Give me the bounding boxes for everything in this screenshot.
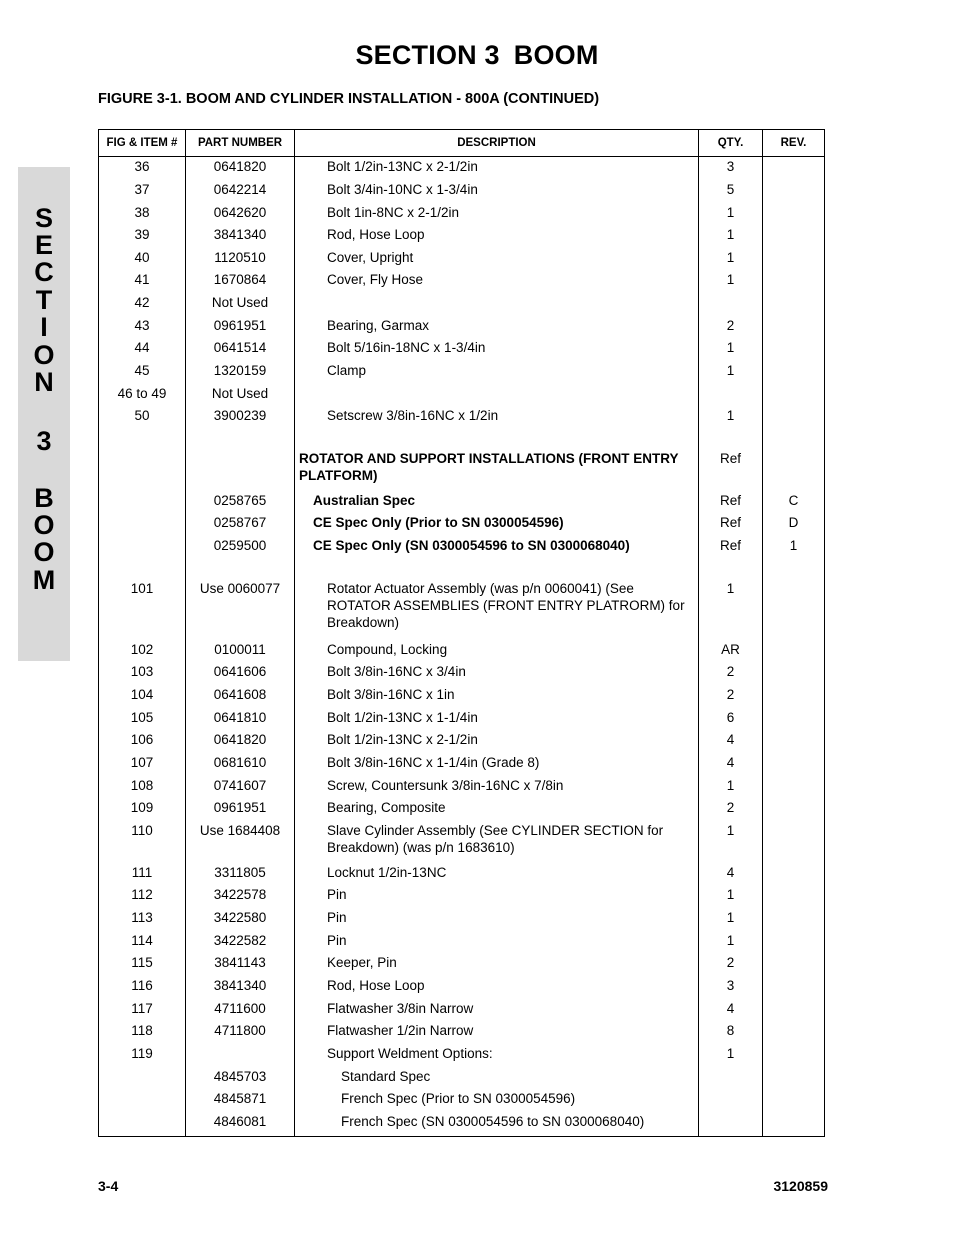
page-number: 3-4 <box>98 1178 119 1194</box>
table-row <box>99 407 825 430</box>
table-filler-row <box>99 1136 825 1137</box>
table-spacer-row <box>99 560 825 580</box>
rev-cell <box>763 385 825 408</box>
rev-cell <box>763 754 825 777</box>
qty-cell: Ref <box>699 492 763 515</box>
item-number-cell: 36 <box>99 157 186 181</box>
description-cell: Bolt 1in-8NC x 2-1/2in <box>295 204 699 227</box>
spacer-cell <box>699 560 763 580</box>
part-number-cell: 4846081 <box>186 1113 295 1136</box>
part-number-cell: 0259500 <box>186 537 295 560</box>
rev-cell <box>763 362 825 385</box>
item-number-cell: 46 to 49 <box>99 385 186 408</box>
table-row <box>99 864 825 887</box>
description-cell: CE Spec Only (Prior to SN 0300054596) <box>295 514 699 537</box>
qty-cell: 8 <box>699 1022 763 1045</box>
item-number-cell: 42 <box>99 294 186 317</box>
qty-cell: 2 <box>699 317 763 340</box>
side-tab-letter: E <box>34 230 53 260</box>
qty-cell: 6 <box>699 709 763 732</box>
rev-cell <box>763 864 825 887</box>
rev-cell: 1 <box>763 537 825 560</box>
rev-cell <box>763 580 825 641</box>
part-number-cell: 0641820 <box>186 731 295 754</box>
table-row <box>99 731 825 754</box>
qty-cell: AR <box>699 641 763 664</box>
part-number-cell: 0641608 <box>186 686 295 709</box>
part-number-cell: 3422582 <box>186 932 295 955</box>
table-row <box>99 663 825 686</box>
table-row <box>99 249 825 272</box>
description-cell: Flatwasher 3/8in Narrow <box>295 1000 699 1023</box>
spacer-cell <box>186 560 295 580</box>
rev-cell <box>763 1045 825 1068</box>
description-cell: Bearing, Garmax <box>295 317 699 340</box>
table-row <box>99 450 825 492</box>
item-number-cell: 41 <box>99 271 186 294</box>
qty-cell: 2 <box>699 686 763 709</box>
rev-cell <box>763 249 825 272</box>
item-number-cell: 44 <box>99 339 186 362</box>
rev-cell <box>763 1090 825 1113</box>
rev-cell <box>763 1000 825 1023</box>
description-cell <box>295 294 699 317</box>
spacer-cell <box>99 430 186 450</box>
description-cell: Pin <box>295 909 699 932</box>
header-description: DESCRIPTION <box>295 130 699 157</box>
qty-cell: 1 <box>699 271 763 294</box>
part-number-cell: 0641820 <box>186 157 295 181</box>
description-cell: Bolt 3/8in-16NC x 1in <box>295 686 699 709</box>
description-cell: Rotator Actuator Assembly (was p/n 0060041) (See ROTATOR ASSEMBLIES (FRONT ENTRY PLATRORM) for Breakdown) <box>295 580 699 641</box>
rev-cell <box>763 1022 825 1045</box>
part-number-cell: 0641514 <box>186 339 295 362</box>
table-row <box>99 709 825 732</box>
header-part-number: PART NUMBER <box>186 130 295 157</box>
part-number-cell: 1120510 <box>186 249 295 272</box>
rev-cell <box>763 977 825 1000</box>
rev-cell <box>763 663 825 686</box>
item-number-cell: 38 <box>99 204 186 227</box>
rev-cell <box>763 731 825 754</box>
item-number-cell <box>99 514 186 537</box>
rev-cell <box>763 181 825 204</box>
qty-cell: Ref <box>699 514 763 537</box>
rev-cell <box>763 157 825 181</box>
spacer-cell <box>186 430 295 450</box>
description-cell: Bolt 1/2in-13NC x 1-1/4in <box>295 709 699 732</box>
qty-cell <box>699 1090 763 1113</box>
section-title-name: BOOM <box>513 40 599 70</box>
part-number-cell: 3841340 <box>186 226 295 249</box>
qty-cell: 1 <box>699 407 763 430</box>
table-row <box>99 1068 825 1091</box>
qty-cell: 1 <box>699 822 763 864</box>
table-row <box>99 954 825 977</box>
qty-cell: 1 <box>699 249 763 272</box>
description-cell: Bolt 3/8in-16NC x 3/4in <box>295 663 699 686</box>
part-number-cell: Use 0060077 <box>186 580 295 641</box>
part-number-cell: 4711600 <box>186 1000 295 1023</box>
qty-cell: 1 <box>699 362 763 385</box>
item-number-cell: 39 <box>99 226 186 249</box>
table-row <box>99 204 825 227</box>
part-number-cell: 3422578 <box>186 886 295 909</box>
description-cell: Bolt 1/2in-13NC x 2-1/2in <box>295 157 699 181</box>
qty-cell: 2 <box>699 663 763 686</box>
qty-cell: 3 <box>699 157 763 181</box>
table-row <box>99 1022 825 1045</box>
item-number-cell: 118 <box>99 1022 186 1045</box>
qty-cell: 2 <box>699 954 763 977</box>
part-number-cell: 1670864 <box>186 271 295 294</box>
side-tab-letter: N <box>34 367 54 397</box>
part-number-cell: 4711800 <box>186 1022 295 1045</box>
item-number-cell: 40 <box>99 249 186 272</box>
table-row <box>99 977 825 1000</box>
description-cell: Pin <box>295 886 699 909</box>
item-number-cell: 110 <box>99 822 186 864</box>
rev-cell <box>763 204 825 227</box>
item-number-cell <box>99 1068 186 1091</box>
spacer-cell <box>295 560 699 580</box>
qty-cell: 4 <box>699 754 763 777</box>
spacer-cell <box>699 430 763 450</box>
item-number-cell: 117 <box>99 1000 186 1023</box>
qty-cell: 1 <box>699 909 763 932</box>
part-number-cell: 0641810 <box>186 709 295 732</box>
qty-cell: 1 <box>699 777 763 800</box>
part-number-cell: 4845703 <box>186 1068 295 1091</box>
spacer-cell <box>763 560 825 580</box>
rev-cell: C <box>763 492 825 515</box>
rev-cell <box>763 1113 825 1136</box>
item-number-cell: 109 <box>99 799 186 822</box>
table-row <box>99 1045 825 1068</box>
spacer-cell <box>295 430 699 450</box>
description-cell: Australian Spec <box>295 492 699 515</box>
description-cell: Rod, Hose Loop <box>295 977 699 1000</box>
item-number-cell: 102 <box>99 641 186 664</box>
part-number-cell: 0642620 <box>186 204 295 227</box>
qty-cell <box>699 1113 763 1136</box>
item-number-cell: 45 <box>99 362 186 385</box>
rev-cell <box>763 339 825 362</box>
description-cell: French Spec (Prior to SN 0300054596) <box>295 1090 699 1113</box>
description-cell: Slave Cylinder Assembly (See CYLINDER SECTION for Breakdown) (was p/n 1683610) <box>295 822 699 864</box>
item-number-cell: 43 <box>99 317 186 340</box>
description-cell: Cover, Fly Hose <box>295 271 699 294</box>
table-row <box>99 362 825 385</box>
part-number-cell: 0641606 <box>186 663 295 686</box>
table-row <box>99 157 825 181</box>
qty-cell: 4 <box>699 731 763 754</box>
item-number-cell: 105 <box>99 709 186 732</box>
qty-cell: 1 <box>699 580 763 641</box>
description-cell: Bolt 3/8in-16NC x 1-1/4in (Grade 8) <box>295 754 699 777</box>
part-number-cell: Not Used <box>186 294 295 317</box>
table-row <box>99 799 825 822</box>
item-number-cell: 113 <box>99 909 186 932</box>
side-tab-letter: I <box>40 312 48 342</box>
rev-cell: D <box>763 514 825 537</box>
description-cell: Bolt 1/2in-13NC x 2-1/2in <box>295 731 699 754</box>
description-cell: Bolt 5/16in-18NC x 1-3/4in <box>295 339 699 362</box>
item-number-cell: 50 <box>99 407 186 430</box>
rev-cell <box>763 450 825 492</box>
rev-cell <box>763 709 825 732</box>
description-cell: Support Weldment Options: <box>295 1045 699 1068</box>
rev-cell <box>763 641 825 664</box>
table-row <box>99 754 825 777</box>
part-number-cell: 0258765 <box>186 492 295 515</box>
part-number-cell: 1320159 <box>186 362 295 385</box>
rev-cell <box>763 294 825 317</box>
description-cell: Rod, Hose Loop <box>295 226 699 249</box>
rev-cell <box>763 777 825 800</box>
table-row <box>99 1113 825 1136</box>
table-row <box>99 339 825 362</box>
filler-cell <box>699 1136 763 1137</box>
side-tab-letter: O <box>33 510 55 540</box>
description-cell: Screw, Countersunk 3/8in-16NC x 7/8in <box>295 777 699 800</box>
qty-cell: 1 <box>699 886 763 909</box>
table-row <box>99 1090 825 1113</box>
spacer-cell <box>763 430 825 450</box>
side-tab-letter: S <box>34 203 53 233</box>
part-number-cell: 3841143 <box>186 954 295 977</box>
table-row <box>99 777 825 800</box>
description-cell: Bolt 3/4in-10NC x 1-3/4in <box>295 181 699 204</box>
part-number-cell: 0100011 <box>186 641 295 664</box>
rev-cell <box>763 886 825 909</box>
part-number-cell: 0681610 <box>186 754 295 777</box>
side-tab-letter: C <box>34 257 54 287</box>
item-number-cell: 112 <box>99 886 186 909</box>
table-row <box>99 514 825 537</box>
part-number-cell <box>186 1045 295 1068</box>
qty-cell: 4 <box>699 1000 763 1023</box>
table-row <box>99 537 825 560</box>
filler-cell <box>99 1136 186 1137</box>
table-row <box>99 822 825 864</box>
table-row <box>99 909 825 932</box>
part-number-cell: 0961951 <box>186 317 295 340</box>
part-number-cell: Not Used <box>186 385 295 408</box>
item-number-cell: 119 <box>99 1045 186 1068</box>
part-number-cell: 3900239 <box>186 407 295 430</box>
table-row <box>99 686 825 709</box>
part-number-cell: 3841340 <box>186 977 295 1000</box>
part-number-cell <box>186 450 295 492</box>
qty-cell <box>699 385 763 408</box>
description-cell: Bearing, Composite <box>295 799 699 822</box>
qty-cell: 1 <box>699 226 763 249</box>
table-row <box>99 226 825 249</box>
qty-cell: 4 <box>699 864 763 887</box>
filler-cell <box>186 1136 295 1137</box>
item-number-cell: 107 <box>99 754 186 777</box>
table-row <box>99 492 825 515</box>
item-number-cell <box>99 450 186 492</box>
filler-cell <box>763 1136 825 1137</box>
table-header-row <box>99 130 825 157</box>
rev-cell <box>763 822 825 864</box>
item-number-cell: 115 <box>99 954 186 977</box>
item-number-cell: 106 <box>99 731 186 754</box>
qty-cell: 3 <box>699 977 763 1000</box>
item-number-cell: 37 <box>99 181 186 204</box>
side-tab-letter: O <box>33 537 55 567</box>
side-tab-letter: O <box>33 340 55 370</box>
item-number-cell: 101 <box>99 580 186 641</box>
qty-cell: 1 <box>699 1045 763 1068</box>
side-tab-letter: 3 <box>36 426 52 456</box>
qty-cell: Ref <box>699 450 763 492</box>
description-cell: Setscrew 3/8in-16NC x 1/2in <box>295 407 699 430</box>
item-number-cell: 116 <box>99 977 186 1000</box>
table-spacer-row <box>99 430 825 450</box>
part-number-cell: 4845871 <box>186 1090 295 1113</box>
item-number-cell <box>99 1090 186 1113</box>
part-number-cell: 0741607 <box>186 777 295 800</box>
part-number-cell: 0258767 <box>186 514 295 537</box>
part-number-cell: 0642214 <box>186 181 295 204</box>
description-cell: Clamp <box>295 362 699 385</box>
section-side-tab <box>18 167 70 661</box>
item-number-cell: 114 <box>99 932 186 955</box>
description-cell: Flatwasher 1/2in Narrow <box>295 1022 699 1045</box>
rev-cell <box>763 226 825 249</box>
table-row <box>99 271 825 294</box>
rev-cell <box>763 1068 825 1091</box>
item-number-cell: 103 <box>99 663 186 686</box>
rev-cell <box>763 407 825 430</box>
table-row <box>99 294 825 317</box>
parts-table <box>98 129 825 1137</box>
table-row <box>99 1000 825 1023</box>
qty-cell <box>699 294 763 317</box>
section-title <box>0 40 954 71</box>
part-number-cell: 0961951 <box>186 799 295 822</box>
description-cell: Compound, Locking <box>295 641 699 664</box>
description-cell: Keeper, Pin <box>295 954 699 977</box>
description-cell: Cover, Upright <box>295 249 699 272</box>
figure-title: FIGURE 3-1. BOOM AND CYLINDER INSTALLATION - 800A (CONTINUED) <box>98 91 600 107</box>
side-tab-letter: M <box>32 565 56 595</box>
table-row <box>99 641 825 664</box>
part-number-cell: 3311805 <box>186 864 295 887</box>
table-row <box>99 886 825 909</box>
document-number: 3120859 <box>773 1178 828 1194</box>
description-cell: Pin <box>295 932 699 955</box>
rev-cell <box>763 686 825 709</box>
section-title-number: SECTION 3 <box>355 40 500 70</box>
rev-cell <box>763 799 825 822</box>
header-item: FIG & ITEM # <box>99 130 186 157</box>
qty-cell: 5 <box>699 181 763 204</box>
qty-cell: 1 <box>699 339 763 362</box>
item-number-cell <box>99 537 186 560</box>
rev-cell <box>763 271 825 294</box>
item-number-cell: 104 <box>99 686 186 709</box>
item-number-cell <box>99 1113 186 1136</box>
description-cell: CE Spec Only (SN 0300054596 to SN 0300068040) <box>295 537 699 560</box>
rev-cell <box>763 932 825 955</box>
table-row <box>99 580 825 641</box>
description-cell: Standard Spec <box>295 1068 699 1091</box>
table-row <box>99 181 825 204</box>
qty-cell: 1 <box>699 932 763 955</box>
side-tab-letter: B <box>34 483 54 513</box>
table-row <box>99 385 825 408</box>
qty-cell: 1 <box>699 204 763 227</box>
qty-cell: 2 <box>699 799 763 822</box>
description-cell <box>295 385 699 408</box>
table-row <box>99 932 825 955</box>
spacer-cell <box>99 560 186 580</box>
description-cell: ROTATOR AND SUPPORT INSTALLATIONS (FRONT ENTRY PLATFORM) <box>295 450 699 492</box>
description-cell: French Spec (SN 0300054596 to SN 0300068040) <box>295 1113 699 1136</box>
filler-cell <box>295 1136 699 1137</box>
qty-cell <box>699 1068 763 1091</box>
rev-cell <box>763 954 825 977</box>
item-number-cell <box>99 492 186 515</box>
table-row <box>99 317 825 340</box>
side-tab-letter: T <box>35 285 53 315</box>
part-number-cell: 3422580 <box>186 909 295 932</box>
header-rev: REV. <box>763 130 825 157</box>
header-qty: QTY. <box>699 130 763 157</box>
item-number-cell: 108 <box>99 777 186 800</box>
description-cell: Locknut 1/2in-13NC <box>295 864 699 887</box>
qty-cell: Ref <box>699 537 763 560</box>
item-number-cell: 111 <box>99 864 186 887</box>
rev-cell <box>763 909 825 932</box>
part-number-cell: Use 1684408 <box>186 822 295 864</box>
rev-cell <box>763 317 825 340</box>
